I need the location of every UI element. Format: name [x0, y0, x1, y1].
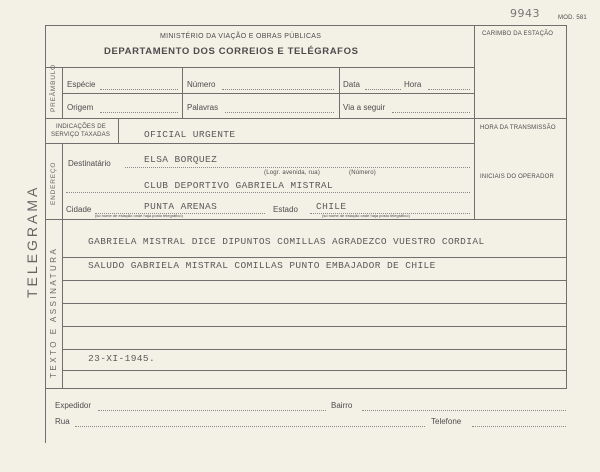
text-rule-1	[62, 257, 566, 258]
model-label: MOD. 581	[558, 15, 587, 21]
taxed-divider	[118, 118, 119, 143]
department-title: DEPARTAMENTO DOS CORREIOS E TELÉGRAFOS	[104, 46, 359, 57]
especie-label: Espécie	[67, 80, 96, 89]
state-value: CHILE	[316, 201, 347, 212]
telefone-label: Telefone	[431, 417, 462, 426]
city-value: PUNTA ARENAS	[144, 201, 218, 212]
message-line-1: GABRIELA MISTRAL DICE DIPUNTOS COMILLAS AGRADEZCO VUESTRO CORDIAL	[88, 236, 485, 247]
taxed-label-line1: INDICAÇÕES DE	[56, 124, 106, 130]
text-rule-3	[62, 303, 566, 304]
right-column-divider	[474, 25, 475, 219]
frame-top-line	[45, 25, 567, 26]
expedidor-field[interactable]	[98, 410, 326, 411]
palavras-label: Palavras	[187, 103, 219, 112]
numero-label: Número	[187, 80, 216, 89]
ministry-title: MINISTÉRIO DA VIAÇÃO E OBRAS PÚBLICAS	[160, 33, 322, 40]
operator-initials-label: INICIAIS DO OPERADOR	[480, 174, 555, 180]
numero-field[interactable]	[222, 89, 334, 90]
station-stamp-label: CARIMBO DA ESTAÇÃO	[482, 31, 554, 37]
frame-right-line	[566, 25, 567, 388]
rua-field[interactable]	[75, 426, 425, 427]
recipient-name: ELSA BORQUEZ	[144, 154, 218, 165]
taxed-label-line2: SERVIÇO TAXADAS	[51, 132, 111, 138]
serial-number: 9943	[510, 7, 540, 20]
hora-field[interactable]	[428, 89, 470, 90]
address-side-label: ENDEREÇO	[50, 161, 57, 205]
bairro-label: Bairro	[331, 401, 353, 410]
message-date: 23-XI-1945.	[88, 353, 156, 364]
number-hint: (Número)	[349, 170, 376, 176]
estado-label: Estado	[273, 205, 298, 214]
telefone-field[interactable]	[472, 426, 566, 427]
especie-field[interactable]	[100, 89, 178, 90]
rua-label: Rua	[55, 417, 70, 426]
expedidor-label: Expedidor	[55, 401, 92, 410]
city-hint: (só nome de estação onde haja posto telegráfico)	[95, 213, 183, 218]
data-label: Data	[343, 80, 360, 89]
origem-label: Origem	[67, 103, 94, 112]
data-field[interactable]	[365, 89, 401, 90]
preamble-top-line	[45, 67, 474, 68]
state-hint: (só nome de estação onde haja posto telegráfico)	[322, 213, 410, 218]
frame-left-line	[45, 25, 46, 443]
palavras-field[interactable]	[225, 112, 334, 113]
origem-field[interactable]	[100, 112, 178, 113]
via-field[interactable]	[392, 112, 470, 113]
text-rule-2	[62, 280, 566, 281]
preamble-bottom-line	[45, 118, 566, 119]
destinatario-label: Destinatário	[68, 159, 111, 168]
text-bottom-line	[45, 388, 567, 389]
street-hint: (Logr. avenida, rua)	[264, 170, 321, 176]
message-line-2: SALUDO GABRIELA MISTRAL COMILLAS PUNTO EMBAJADOR DE CHILE	[88, 260, 436, 271]
transmission-time-label: HORA DA TRANSMISSÃO	[480, 125, 556, 131]
address-label-divider	[62, 143, 63, 219]
text-rule-6	[62, 370, 566, 371]
telegrama-side-label: TELEGRAMA	[24, 184, 40, 298]
preamble-side-label: PREÂMBULO	[50, 63, 57, 112]
street-line[interactable]	[66, 192, 470, 193]
recipient-street: CLUB DEPORTIVO GABRIELA MISTRAL	[144, 180, 334, 191]
text-rule-4	[62, 326, 566, 327]
destinatario-line[interactable]	[125, 167, 470, 168]
text-rule-5	[62, 349, 566, 350]
taxed-value: OFICIAL URGENTE	[144, 129, 236, 140]
bairro-field[interactable]	[362, 410, 566, 411]
taxed-bottom-line	[45, 143, 474, 144]
address-bottom-line	[45, 219, 566, 220]
hora-label: Hora	[404, 80, 422, 89]
cidade-label: Cidade	[66, 205, 92, 214]
preamble-middle-line	[62, 93, 474, 94]
text-signature-side-label: TEXTO E ASSINATURA	[49, 246, 58, 378]
via-label: Via a seguir	[343, 103, 386, 112]
